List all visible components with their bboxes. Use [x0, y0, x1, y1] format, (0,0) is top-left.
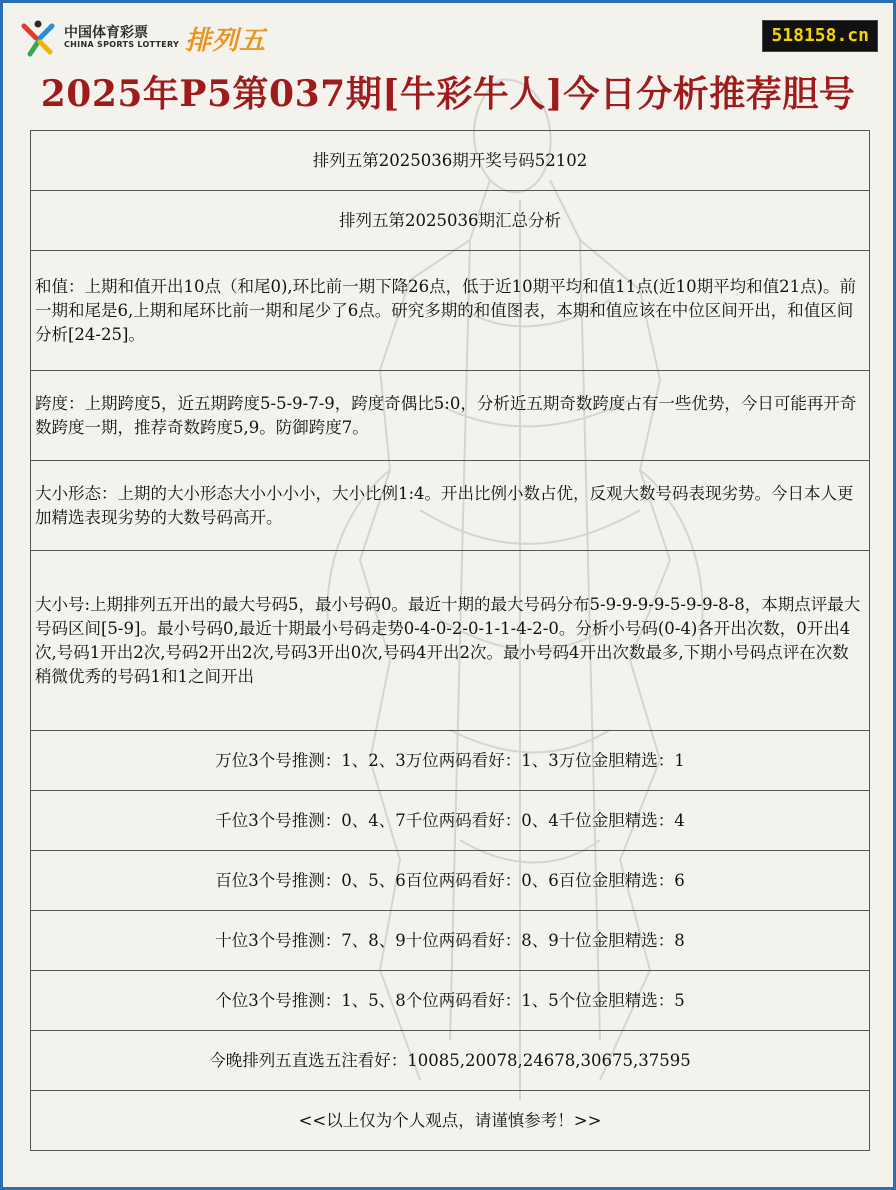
wan-position-cell: 万位3个号推测：1、2、3万位两码看好：1、3万位金胆精选：1 [31, 731, 870, 791]
page-title: 2025年P5第037期[牛彩牛人]今日分析推荐胆号 [40, 73, 856, 115]
table-row [31, 1031, 870, 1091]
table-row [31, 131, 870, 191]
china-sports-lottery-logo[interactable] [18, 18, 266, 58]
draw-result-cell: 排列五第2025036期开奖号码52102 [31, 131, 870, 191]
table-row [31, 191, 870, 251]
lottery-star-logo-icon [18, 18, 58, 58]
size-number-cell: 大小号:上期排列五开出的最大号码5，最小号码0。最近十期的最大号码分布5-9-9-9-9-5-9-9-8-8，本期点评最大号码区间[5-9]。最小号码0,最近十期最小号码走势0-4-0-2-0-1-1-4-2-0。分析小号码(0-4)各开出次数，0开出4次,号码1开出2次,号码2开出2次,号码3开出0次,号码4开出2次。最小号码4开出次数最多,下期小号码点评在次数稍微优秀的号码1和1之间开出 [31, 551, 870, 731]
size-pattern-cell: 大小形态：上期的大小形态大小小小小，大小比例1:4。开出比例小数占优，反观大数号码表现劣势。今日本人更加精选表现劣势的大数号码高开。 [31, 461, 870, 551]
table-row [31, 911, 870, 971]
table-row [31, 371, 870, 461]
table-row [31, 971, 870, 1031]
summary-title-cell: 排列五第2025036期汇总分析 [31, 191, 870, 251]
ge-position-cell: 个位3个号推测：1、5、8个位两码看好：1、5个位金胆精选：5 [31, 971, 870, 1031]
qian-position-cell: 千位3个号推测：0、4、7千位两码看好：0、4千位金胆精选：4 [31, 791, 870, 851]
tonight-picks-cell: 今晚排列五直选五注看好：10085,20078,24678,30675,37595 [31, 1031, 870, 1091]
table-row [31, 1091, 870, 1151]
table-row [31, 461, 870, 551]
shi-position-cell: 十位3个号推测：7、8、9十位两码看好：8、9十位金胆精选：8 [31, 911, 870, 971]
site-badge[interactable]: 518158.cn [762, 20, 878, 52]
table-row [31, 791, 870, 851]
table-row [31, 551, 870, 731]
sum-value-cell: 和值：上期和值开出10点（和尾0),环比前一期下降26点，低于近10期平均和值11点(近10期平均和值21点)。前一期和尾是6,上期和尾环比前一期和尾少了6点。研究多期的和值图表，本期和值应该在中位区间开出，和值区间分析[24-25]。 [31, 251, 870, 371]
span-cell: 跨度：上期跨度5，近五期跨度5-5-9-7-9，跨度奇偶比5:0，分析近五期奇数跨度占有一些优势，今日可能再开奇数跨度一期，推荐奇数跨度5,9。防御跨度7。 [31, 371, 870, 461]
table-row [31, 251, 870, 371]
bai-position-cell: 百位3个号推测：0、5、6百位两码看好：0、6百位金胆精选：6 [31, 851, 870, 911]
logo-en-text: CHINA SPORTS LOTTERY [64, 40, 180, 50]
logo-game-name: 排列五 [185, 25, 267, 56]
logo-text [64, 26, 179, 49]
header [0, 0, 896, 130]
disclaimer-cell: <<以上仅为个人观点，请谨慎参考！>> [31, 1091, 870, 1151]
table-row [31, 731, 870, 791]
analysis-table [30, 130, 870, 1151]
table-row [31, 851, 870, 911]
logo-cn-text: 中国体育彩票 [64, 25, 148, 42]
